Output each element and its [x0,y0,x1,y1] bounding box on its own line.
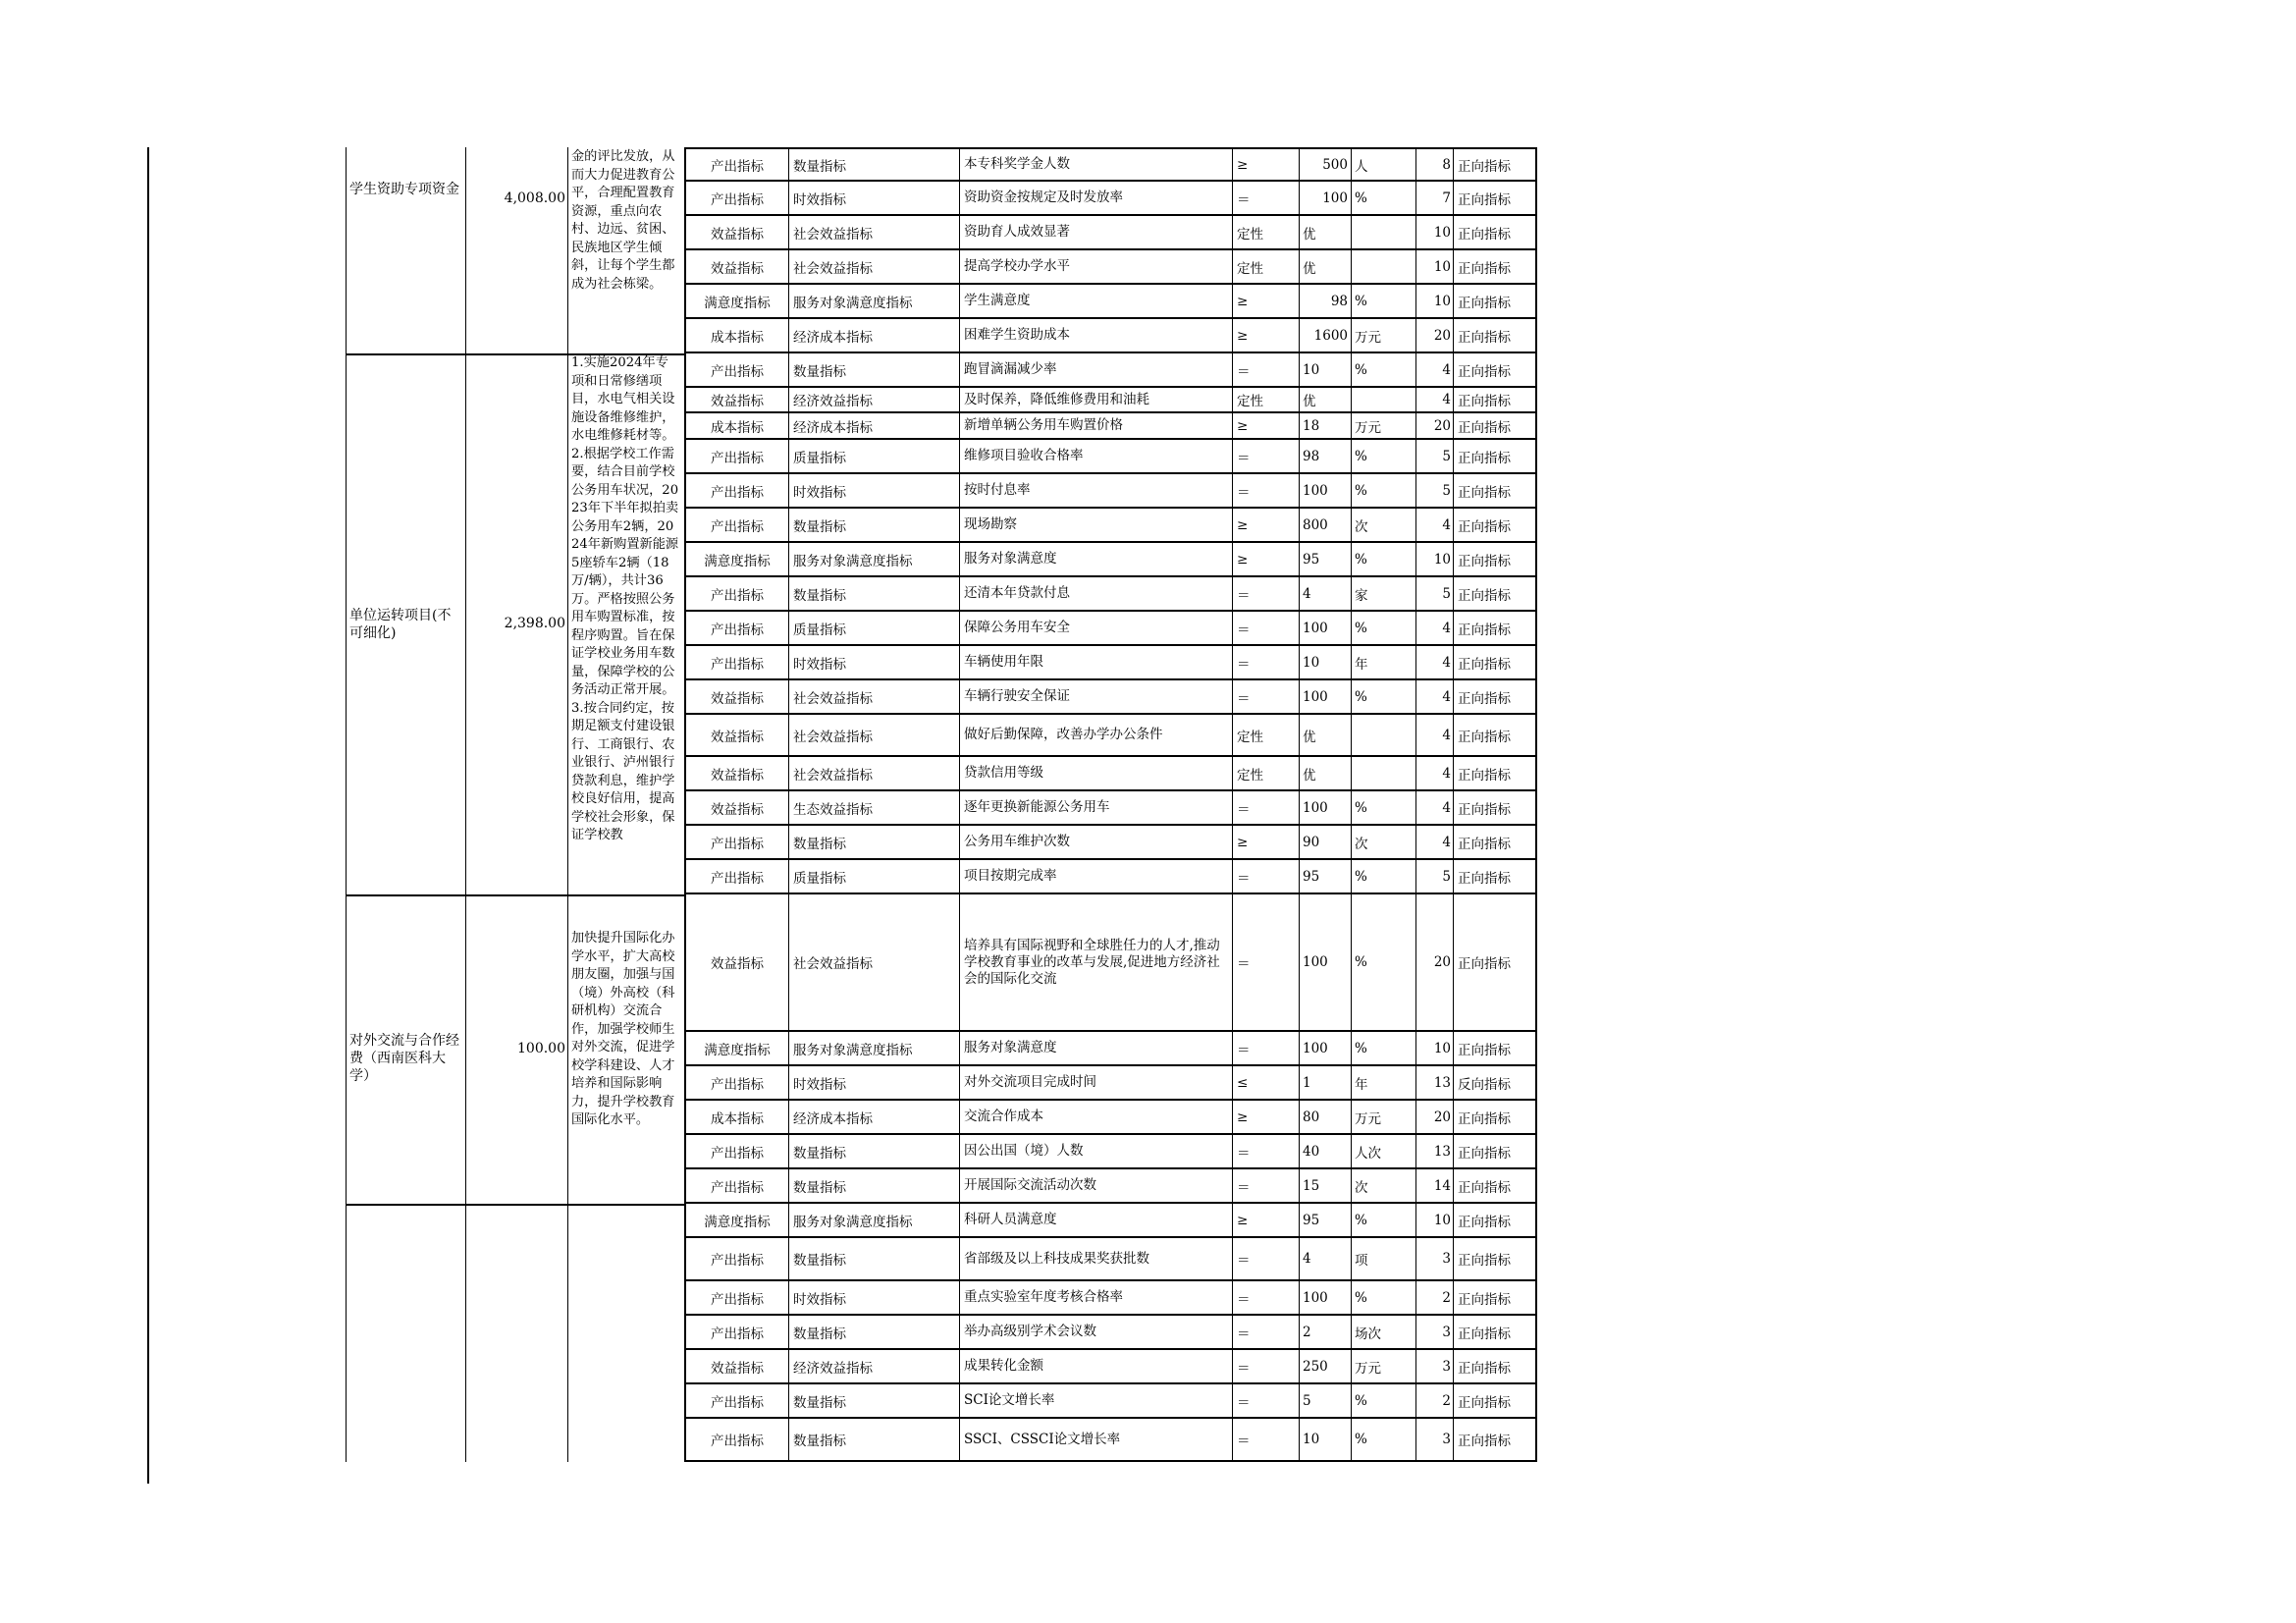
project-description: 1.实施2024年专项和日常修缮项目，水电气相关设施设备维修维护，水电维修耗材等。2.根据学校工作需要，结合目前学校公务用车状况，2023年下半年拟拍卖公务用车2辆，2024年新购置新能源5座轿车2辆（18万/辆），共计36万。严格按照公务用车购置标准，按程序购置。旨在保证学校业务用车数量，保障学校的公务活动正常开展。3.按合同约定，按期足额支付建设银行、工商银行、农业银行、泸州银行贷款利息，维护学校良好信用，提高学校社会形象，保证学校教 [571,355,679,842]
cell-type: 满意度指标 [684,1032,789,1066]
cell-name: 重点实验室年度考核合格率 [960,1281,1233,1316]
cell-name: 提高学校办学水平 [960,250,1233,285]
cell-name: 还清本年贷款付息 [960,577,1233,612]
project-name: 单位运转项目(不可细化) [349,607,452,641]
cell-dir: 正向指标 [1454,543,1537,577]
cell-type: 产出指标 [684,1419,789,1462]
cell-op: ＝ [1233,612,1300,646]
cell-unit: % [1352,1419,1416,1462]
cell-val: 优 [1300,388,1352,413]
cell-dir: 正向指标 [1454,894,1537,1032]
project-name: 学生资助专项资金 [349,182,459,197]
cell-name: 对外交流项目完成时间 [960,1066,1233,1101]
cell-dir: 正向指标 [1454,577,1537,612]
cell-unit [1352,388,1416,413]
cell-sub: 经济成本指标 [789,413,960,440]
cell-op: 定性 [1233,388,1300,413]
cell-val: 10 [1300,1419,1352,1462]
cell-name: 按时付息率 [960,474,1233,509]
cell-val: 800 [1300,509,1352,543]
cell-val: 100 [1300,474,1352,509]
cell-wt: 5 [1416,440,1454,474]
cell-wt: 2 [1416,1384,1454,1419]
cell-op: ＝ [1233,646,1300,680]
cell-unit: 万元 [1352,1101,1416,1135]
cell-sub: 质量指标 [789,440,960,474]
cell-name: 科研人员满意度 [960,1204,1233,1238]
cell-dir: 正向指标 [1454,440,1537,474]
cell-op: ＝ [1233,577,1300,612]
cell-unit: % [1352,440,1416,474]
cell-name: 做好后勤保障，改善办学办公条件 [960,715,1233,757]
column-divider [465,147,466,353]
cell-sub: 时效指标 [789,1281,960,1316]
cell-type: 效益指标 [684,894,789,1032]
cell-wt: 20 [1416,1101,1454,1135]
cell-name: SSCI、CSSCI论文增长率 [960,1419,1233,1462]
cell-dir: 正向指标 [1454,860,1537,894]
cell-dir: 正向指标 [1454,1384,1537,1419]
project-description [571,1205,681,1460]
cell-op: ＝ [1233,1135,1300,1169]
cell-type: 产出指标 [684,1169,789,1204]
cell-val: 5 [1300,1384,1352,1419]
cell-unit: 人 [1352,147,1416,182]
cell-name: 车辆行驶安全保证 [960,680,1233,715]
cell-val: 100 [1300,680,1352,715]
cell-val: 500 [1300,147,1352,182]
cell-val: 95 [1300,543,1352,577]
cell-wt: 10 [1416,250,1454,285]
cell-wt: 4 [1416,826,1454,860]
cell-wt: 3 [1416,1238,1454,1281]
cell-name: 本专科奖学金人数 [960,147,1233,182]
cell-wt: 8 [1416,147,1454,182]
column-divider [567,147,568,353]
cell-type: 产出指标 [684,612,789,646]
column-divider [567,894,568,1204]
cell-sub: 时效指标 [789,1066,960,1101]
cell-unit: % [1352,285,1416,319]
cell-wt: 3 [1416,1419,1454,1462]
cell-op: ＝ [1233,860,1300,894]
cell-sub: 经济成本指标 [789,319,960,353]
cell-type: 产出指标 [684,147,789,182]
cell-wt: 4 [1416,509,1454,543]
cell-op: ＝ [1233,1316,1300,1350]
cell-op: ≥ [1233,509,1300,543]
cell-type: 产出指标 [684,1238,789,1281]
cell-op: ≥ [1233,319,1300,353]
cell-sub: 经济成本指标 [789,1101,960,1135]
cell-dir: 正向指标 [1454,413,1537,440]
cell-val: 98 [1300,285,1352,319]
cell-val: 2 [1300,1316,1352,1350]
cell-dir: 正向指标 [1454,388,1537,413]
cell-sub: 数量指标 [789,147,960,182]
cell-val: 优 [1300,757,1352,791]
cell-sub: 数量指标 [789,577,960,612]
cell-wt: 5 [1416,577,1454,612]
cell-unit: % [1352,1204,1416,1238]
cell-op: ＝ [1233,1419,1300,1462]
cell-unit: 次 [1352,1169,1416,1204]
cell-sub: 社会效益指标 [789,680,960,715]
cell-sub: 数量指标 [789,1316,960,1350]
cell-op: ＝ [1233,474,1300,509]
cell-name: SCI论文增长率 [960,1384,1233,1419]
cell-wt: 4 [1416,612,1454,646]
cell-op: 定性 [1233,250,1300,285]
cell-sub: 服务对象满意度指标 [789,1032,960,1066]
cell-dir: 正向指标 [1454,757,1537,791]
cell-sub: 社会效益指标 [789,216,960,250]
cell-op: ＝ [1233,182,1300,216]
cell-wt: 4 [1416,791,1454,826]
cell-op: ＝ [1233,353,1300,388]
cell-op: ≥ [1233,1101,1300,1135]
cell-sub: 数量指标 [789,1238,960,1281]
cell-name: 项目按期完成率 [960,860,1233,894]
cell-name: 服务对象满意度 [960,1032,1233,1066]
cell-sub: 经济效益指标 [789,388,960,413]
cell-name: 因公出国（境）人数 [960,1135,1233,1169]
cell-dir: 正向指标 [1454,1135,1537,1169]
cell-unit: % [1352,612,1416,646]
cell-val: 100 [1300,1281,1352,1316]
cell-type: 效益指标 [684,388,789,413]
cell-type: 满意度指标 [684,285,789,319]
cell-dir: 正向指标 [1454,1238,1537,1281]
cell-name: 现场勘察 [960,509,1233,543]
cell-sub: 质量指标 [789,860,960,894]
cell-type: 满意度指标 [684,1204,789,1238]
cell-val: 15 [1300,1169,1352,1204]
cell-sub: 数量指标 [789,1384,960,1419]
cell-val: 优 [1300,715,1352,757]
project-description: 加快提升国际化办学水平，扩大高校朋友圈，加强与国（境）外高校（科研机构）交流合作，加强学校师生对外交流，促进学校学科建设、人才培养和国际影响力，提升学校教育国际化水平。 [571,931,675,1127]
cell-wt: 7 [1416,182,1454,216]
cell-type: 产出指标 [684,1135,789,1169]
cell-dir: 正向指标 [1454,715,1537,757]
cell-type: 效益指标 [684,250,789,285]
cell-dir: 正向指标 [1454,1169,1537,1204]
cell-type: 产出指标 [684,646,789,680]
cell-op: ＝ [1233,1032,1300,1066]
cell-type: 产出指标 [684,182,789,216]
cell-type: 产出指标 [684,353,789,388]
cell-type: 效益指标 [684,680,789,715]
project-amount: 100.00 [517,1040,565,1056]
cell-wt: 20 [1416,413,1454,440]
cell-type: 产出指标 [684,474,789,509]
cell-dir: 正向指标 [1454,1419,1537,1462]
project-description: 金的评比发放，从而大力促进教育公平，合理配置教育资源，重点向农村、边远、贫困、民族地区学生倾斜，让每个学生都成为社会栋梁。 [571,149,675,292]
cell-type: 满意度指标 [684,543,789,577]
cell-name: 学生满意度 [960,285,1233,319]
cell-dir: 正向指标 [1454,1281,1537,1316]
cell-unit [1352,757,1416,791]
cell-val: 优 [1300,250,1352,285]
cell-wt: 10 [1416,216,1454,250]
cell-op: 定性 [1233,715,1300,757]
cell-wt: 20 [1416,894,1454,1032]
cell-dir: 正向指标 [1454,1101,1537,1135]
cell-unit: 万元 [1352,1350,1416,1384]
cell-sub: 数量指标 [789,1419,960,1462]
cell-unit [1352,715,1416,757]
cell-unit: 万元 [1352,413,1416,440]
cell-wt: 4 [1416,715,1454,757]
cell-dir: 正向指标 [1454,646,1537,680]
column-divider [465,1204,466,1462]
cell-wt: 4 [1416,680,1454,715]
cell-val: 95 [1300,860,1352,894]
cell-type: 产出指标 [684,1066,789,1101]
cell-wt: 4 [1416,757,1454,791]
cell-type: 效益指标 [684,1350,789,1384]
cell-op: ＝ [1233,1169,1300,1204]
cell-dir: 正向指标 [1454,353,1537,388]
cell-name: 举办高级别学术会议数 [960,1316,1233,1350]
cell-dir: 正向指标 [1454,1032,1537,1066]
cell-type: 产出指标 [684,1384,789,1419]
cell-dir: 正向指标 [1454,826,1537,860]
cell-unit: % [1352,860,1416,894]
cell-type: 效益指标 [684,216,789,250]
cell-val: 80 [1300,1101,1352,1135]
cell-val: 10 [1300,353,1352,388]
cell-dir: 正向指标 [1454,250,1537,285]
cell-name: 开展国际交流活动次数 [960,1169,1233,1204]
cell-type: 成本指标 [684,413,789,440]
cell-unit: % [1352,680,1416,715]
cell-dir: 正向指标 [1454,216,1537,250]
cell-dir: 正向指标 [1454,509,1537,543]
cell-op: ＝ [1233,791,1300,826]
cell-val: 98 [1300,440,1352,474]
cell-sub: 数量指标 [789,1169,960,1204]
cell-sub: 服务对象满意度指标 [789,543,960,577]
cell-sub: 社会效益指标 [789,250,960,285]
cell-wt: 4 [1416,388,1454,413]
cell-val: 4 [1300,577,1352,612]
cell-type: 产出指标 [684,860,789,894]
cell-dir: 正向指标 [1454,474,1537,509]
cell-type: 产出指标 [684,509,789,543]
cell-name: 新增单辆公务用车购置价格 [960,413,1233,440]
cell-name: 保障公务用车安全 [960,612,1233,646]
cell-dir: 正向指标 [1454,147,1537,182]
cell-wt: 10 [1416,1204,1454,1238]
cell-wt: 3 [1416,1316,1454,1350]
cell-dir: 反向指标 [1454,1066,1537,1101]
cell-val: 100 [1300,182,1352,216]
cell-sub: 服务对象满意度指标 [789,1204,960,1238]
cell-type: 产出指标 [684,1281,789,1316]
cell-op: ≤ [1233,1066,1300,1101]
cell-op: ≥ [1233,1204,1300,1238]
cell-unit: % [1352,1384,1416,1419]
cell-type: 成本指标 [684,319,789,353]
cell-unit [1352,216,1416,250]
cell-wt: 2 [1416,1281,1454,1316]
cell-wt: 13 [1416,1066,1454,1101]
cell-sub: 数量指标 [789,353,960,388]
cell-wt: 10 [1416,285,1454,319]
cell-unit: % [1352,894,1416,1032]
cell-type: 产出指标 [684,440,789,474]
cell-name: 资助资金按规定及时发放率 [960,182,1233,216]
cell-wt: 4 [1416,353,1454,388]
project-amount: 2,398.00 [504,615,565,631]
cell-unit: 项 [1352,1238,1416,1281]
cell-name: 贷款信用等级 [960,757,1233,791]
cell-op: 定性 [1233,216,1300,250]
cell-wt: 4 [1416,646,1454,680]
cell-val: 250 [1300,1350,1352,1384]
cell-val: 1 [1300,1066,1352,1101]
cell-val: 18 [1300,413,1352,440]
cell-name: 培养具有国际视野和全球胜任力的人才,推动学校教育事业的改革与发展,促进地方经济社会的国际化交流 [960,894,1233,1032]
left-border-line [147,147,149,1484]
cell-val: 100 [1300,894,1352,1032]
cell-unit: % [1352,1032,1416,1066]
cell-type: 成本指标 [684,1101,789,1135]
cell-sub: 时效指标 [789,474,960,509]
cell-sub: 经济效益指标 [789,1350,960,1384]
cell-type: 效益指标 [684,715,789,757]
cell-op: ≥ [1233,413,1300,440]
cell-wt: 13 [1416,1135,1454,1169]
cell-type: 产出指标 [684,1316,789,1350]
cell-dir: 正向指标 [1454,285,1537,319]
project-amount: 4,008.00 [504,190,565,206]
cell-op: ＝ [1233,440,1300,474]
cell-wt: 10 [1416,543,1454,577]
cell-sub: 社会效益指标 [789,757,960,791]
cell-name: 服务对象满意度 [960,543,1233,577]
cell-name: 成果转化金额 [960,1350,1233,1384]
cell-op: ＝ [1233,1238,1300,1281]
cell-unit: % [1352,543,1416,577]
cell-unit: % [1352,1281,1416,1316]
cell-sub: 时效指标 [789,182,960,216]
cell-wt: 3 [1416,1350,1454,1384]
cell-name: 省部级及以上科技成果奖获批数 [960,1238,1233,1281]
cell-unit: 次 [1352,509,1416,543]
cell-val: 10 [1300,646,1352,680]
cell-wt: 14 [1416,1169,1454,1204]
cell-sub: 服务对象满意度指标 [789,285,960,319]
cell-dir: 正向指标 [1454,319,1537,353]
cell-sub: 数量指标 [789,509,960,543]
cell-op: ≥ [1233,826,1300,860]
cell-dir: 正向指标 [1454,791,1537,826]
project-name: 对外交流与合作经费（西南医科大学） [349,1032,459,1084]
cell-name: 维修项目验收合格率 [960,440,1233,474]
cell-unit: 家 [1352,577,1416,612]
cell-unit: 次 [1352,826,1416,860]
cell-unit: 年 [1352,646,1416,680]
cell-val: 100 [1300,612,1352,646]
cell-val: 40 [1300,1135,1352,1169]
cell-type: 效益指标 [684,791,789,826]
cell-name: 公务用车维护次数 [960,826,1233,860]
cell-sub: 数量指标 [789,826,960,860]
cell-name: 及时保养，降低维修费用和油耗 [960,388,1233,413]
cell-dir: 正向指标 [1454,612,1537,646]
cell-type: 效益指标 [684,757,789,791]
cell-val: 95 [1300,1204,1352,1238]
cell-dir: 正向指标 [1454,680,1537,715]
cell-unit: % [1352,182,1416,216]
cell-dir: 正向指标 [1454,1316,1537,1350]
cell-dir: 正向指标 [1454,182,1537,216]
column-divider [567,353,568,894]
cell-wt: 5 [1416,860,1454,894]
cell-unit: % [1352,474,1416,509]
cell-op: ＝ [1233,894,1300,1032]
cell-dir: 正向指标 [1454,1350,1537,1384]
cell-wt: 5 [1416,474,1454,509]
cell-unit [1352,250,1416,285]
cell-wt: 10 [1416,1032,1454,1066]
cell-unit: % [1352,353,1416,388]
cell-dir: 正向指标 [1454,1204,1537,1238]
cell-val: 100 [1300,791,1352,826]
cell-type: 产出指标 [684,826,789,860]
cell-name: 车辆使用年限 [960,646,1233,680]
cell-val: 4 [1300,1238,1352,1281]
cell-op: ≥ [1233,285,1300,319]
cell-op: ＝ [1233,1384,1300,1419]
cell-name: 交流合作成本 [960,1101,1233,1135]
cell-val: 100 [1300,1032,1352,1066]
cell-name: 跑冒滴漏减少率 [960,353,1233,388]
cell-wt: 20 [1416,319,1454,353]
cell-unit: 人次 [1352,1135,1416,1169]
cell-op: ＝ [1233,1350,1300,1384]
cell-sub: 时效指标 [789,646,960,680]
column-divider [567,1204,568,1462]
cell-op: ≥ [1233,147,1300,182]
cell-op: ＝ [1233,1281,1300,1316]
cell-sub: 生态效益指标 [789,791,960,826]
cell-op: 定性 [1233,757,1300,791]
cell-name: 逐年更换新能源公务用车 [960,791,1233,826]
cell-val: 1600 [1300,319,1352,353]
cell-val: 优 [1300,216,1352,250]
cell-name: 困难学生资助成本 [960,319,1233,353]
cell-unit: 年 [1352,1066,1416,1101]
cell-sub: 社会效益指标 [789,894,960,1032]
cell-type: 产出指标 [684,577,789,612]
cell-sub: 数量指标 [789,1135,960,1169]
cell-unit: 万元 [1352,319,1416,353]
cell-unit: % [1352,791,1416,826]
cell-sub: 质量指标 [789,612,960,646]
cell-name: 资助育人成效显著 [960,216,1233,250]
cell-op: ＝ [1233,680,1300,715]
cell-unit: 场次 [1352,1316,1416,1350]
cell-val: 90 [1300,826,1352,860]
cell-sub: 社会效益指标 [789,715,960,757]
cell-op: ≥ [1233,543,1300,577]
